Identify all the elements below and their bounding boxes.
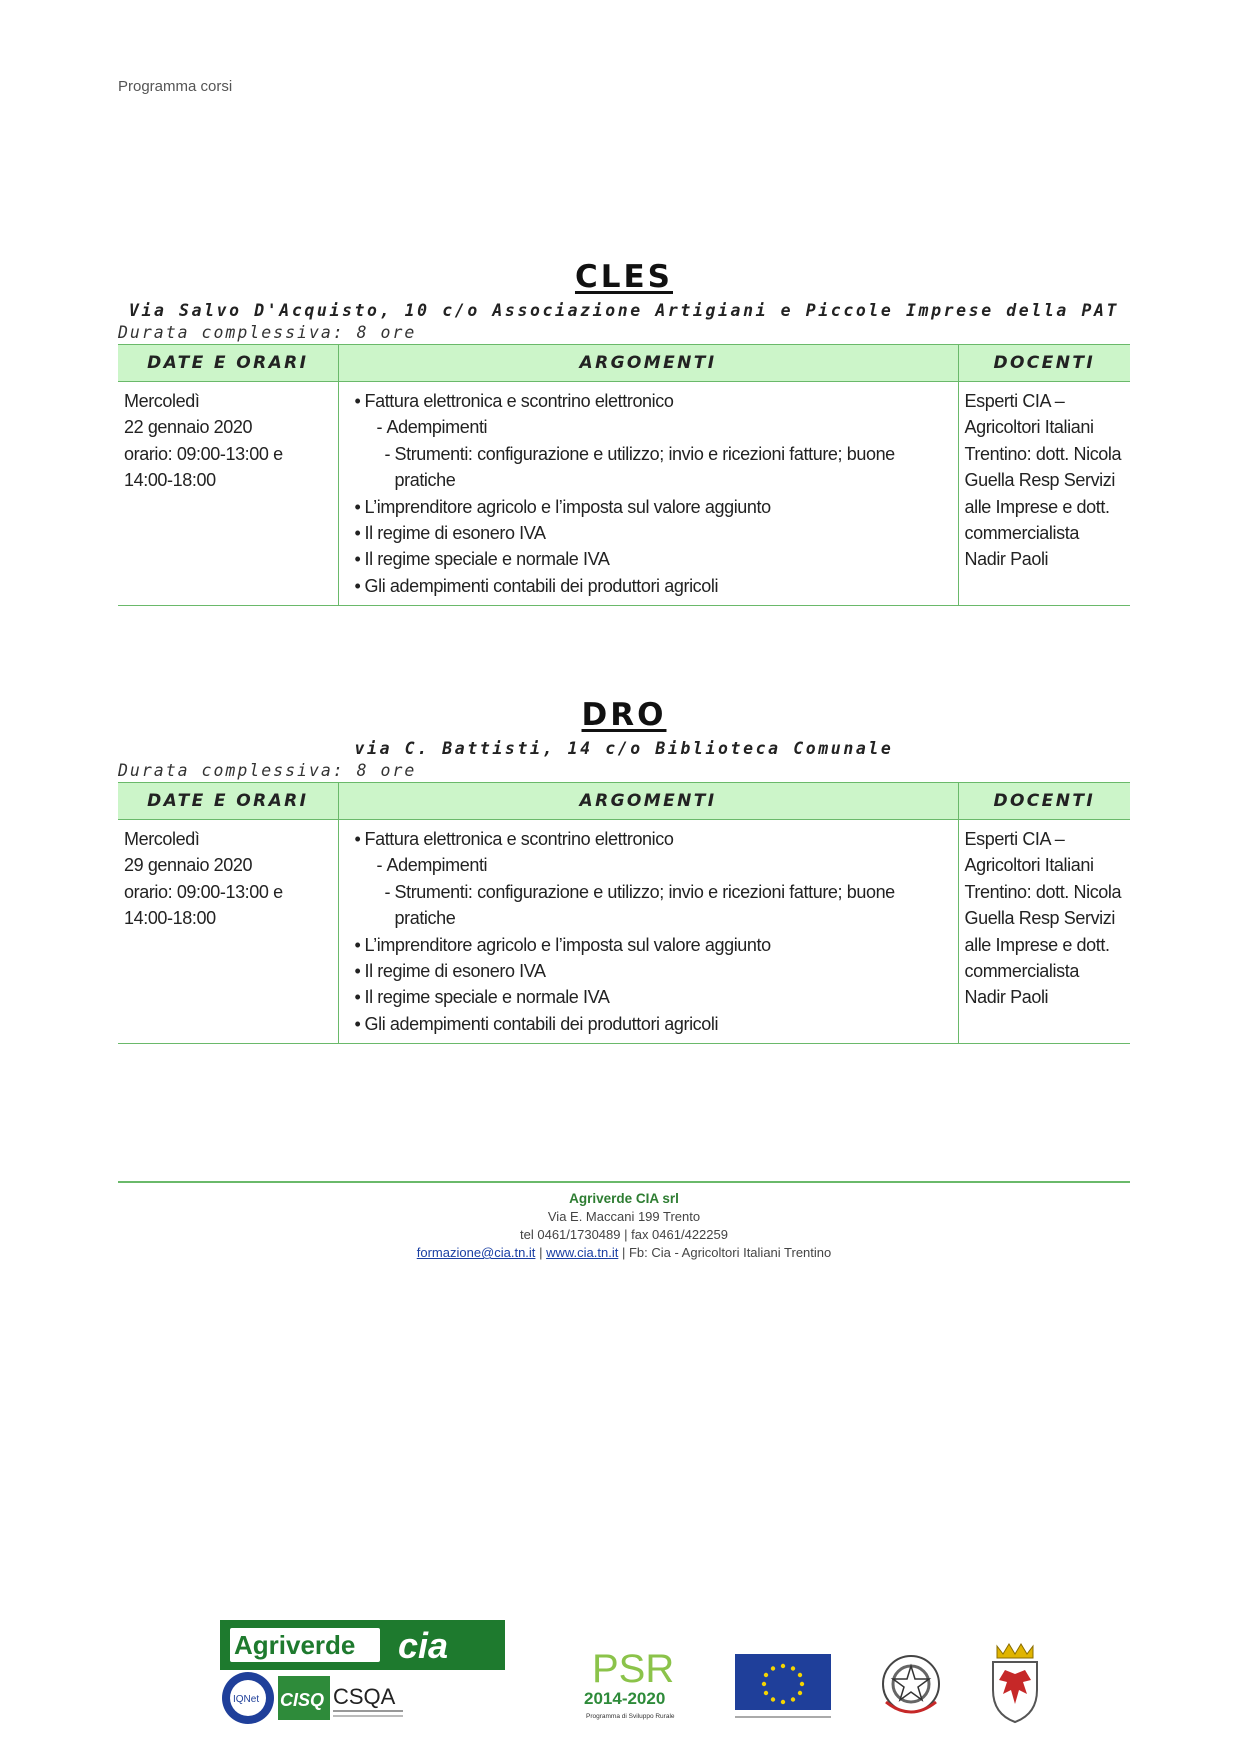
section-duration: Durata complessiva: 8 ore: [118, 323, 417, 342]
agriverde-wordmark: Agriverde: [234, 1630, 356, 1660]
footer-links: [118, 1244, 1130, 1262]
table-row: [118, 820, 1130, 1044]
teachers-cell: Esperti CIA – Agricoltori Italiani Trentino: dott. Nicola Guella Resp Servizi alle Imprese e dott. commercialista Nadir Paoli: [958, 820, 1130, 1044]
topic-item: • Il regime speciale e normale IVA: [355, 546, 952, 572]
iqnet-mark: IQNet: [233, 1694, 260, 1705]
column-header-topics: ARGOMENTI: [338, 783, 958, 820]
section-duration: Durata complessiva: 8 ore: [118, 761, 417, 780]
trentino-coat-of-arms: [985, 1640, 1045, 1724]
column-header-topics: ARGOMENTI: [338, 345, 958, 382]
footer-divider: [118, 1181, 1130, 1183]
date-time: orario: 09:00-13:00 e 14:00-18:00: [124, 443, 283, 491]
section-address: via C. Battisti, 14 c/o Biblioteca Comunale: [354, 739, 894, 758]
topics-cell: [338, 382, 958, 606]
italian-republic-emblem: [878, 1648, 944, 1722]
date-day: 22 gennaio 2020: [124, 417, 253, 438]
topic-item: • Gli adempimenti contabili dei produttori agricoli: [355, 573, 952, 599]
table-row: [118, 382, 1130, 606]
footer-social: | Fb: Cia - Agricoltori Italiani Trentino: [621, 1245, 832, 1260]
column-header-teachers: DOCENTI: [958, 783, 1130, 820]
cia-wordmark: cia: [398, 1625, 449, 1666]
topic-item: • Fattura elettronica e scontrino elettronico: [355, 826, 952, 852]
topic-subitem: - Adempimenti: [355, 414, 952, 440]
sponsor-logos: [0, 1620, 1240, 1740]
course-table: [118, 782, 1130, 1044]
table-header-row: [118, 345, 1130, 382]
section-title: CLES: [574, 259, 673, 295]
psr-caption: Programma di Sviluppo Rurale: [586, 1713, 675, 1720]
page-header-note: Programma corsi: [118, 78, 233, 95]
eu-flag-logo: [735, 1654, 831, 1724]
footer-org-name: Agriverde CIA srl: [569, 1191, 679, 1206]
date-weekday: Mercoledì: [124, 391, 200, 411]
section-address: Via Salvo D'Acquisto, 10 c/o Associazione Artigiani e Piccole Imprese della PAT: [128, 301, 1120, 320]
psr-wordmark: PSR: [592, 1647, 675, 1691]
psr-years: 2014-2020: [584, 1689, 666, 1708]
footer-phone: tel 0461/1730489 | fax 0461/422259: [520, 1227, 728, 1242]
date-cell: [118, 820, 338, 1044]
section-title: DRO: [581, 697, 667, 733]
date-time: orario: 09:00-13:00 e 14:00-18:00: [124, 881, 283, 929]
psr-logo: [580, 1642, 690, 1728]
topic-item: • Il regime di esonero IVA: [355, 958, 952, 984]
cisq-mark: CISQ: [280, 1690, 325, 1710]
footer-address: Via E. Maccani 199 Trento: [547, 1209, 701, 1224]
topics-cell: [338, 820, 958, 1044]
column-header-teachers: DOCENTI: [958, 345, 1130, 382]
topic-item: • L’imprenditore agricolo e l’imposta sul valore aggiunto: [355, 932, 952, 958]
topic-item: • Il regime di esonero IVA: [355, 520, 952, 546]
csqa-mark: CSQA: [333, 1684, 396, 1709]
section-dro: [118, 696, 1130, 1044]
topic-item: • Gli adempimenti contabili dei produttori agricoli: [355, 1011, 952, 1037]
column-header-date: DATE E ORARI: [118, 345, 338, 382]
footer-separator: |: [539, 1245, 543, 1260]
topic-item: • Fattura elettronica e scontrino elettronico: [355, 388, 952, 414]
email-link[interactable]: formazione@cia.tn.it: [416, 1245, 536, 1260]
topic-item: • Il regime speciale e normale IVA: [355, 984, 952, 1010]
date-cell: [118, 382, 338, 606]
course-table: [118, 344, 1130, 606]
agriverde-cia-logo: [220, 1620, 505, 1728]
section-cles: [118, 258, 1130, 606]
footer: [118, 1190, 1130, 1262]
topic-subitem: - Adempimenti: [355, 852, 952, 878]
table-header-row: [118, 783, 1130, 820]
date-weekday: Mercoledì: [124, 829, 200, 849]
topic-subitem: - Strumenti: configurazione e utilizzo; invio e ricezioni fatture; buone pratiche: [355, 441, 952, 494]
website-link[interactable]: www.cia.tn.it: [546, 1245, 619, 1260]
topic-subitem: - Strumenti: configurazione e utilizzo; invio e ricezioni fatture; buone pratiche: [355, 879, 952, 932]
teachers-cell: Esperti CIA – Agricoltori Italiani Trentino: dott. Nicola Guella Resp Servizi alle Imprese e dott. commercialista Nadir Paoli: [958, 382, 1130, 606]
date-day: 29 gennaio 2020: [124, 855, 253, 876]
column-header-date: DATE E ORARI: [118, 783, 338, 820]
topic-item: • L’imprenditore agricolo e l’imposta sul valore aggiunto: [355, 494, 952, 520]
